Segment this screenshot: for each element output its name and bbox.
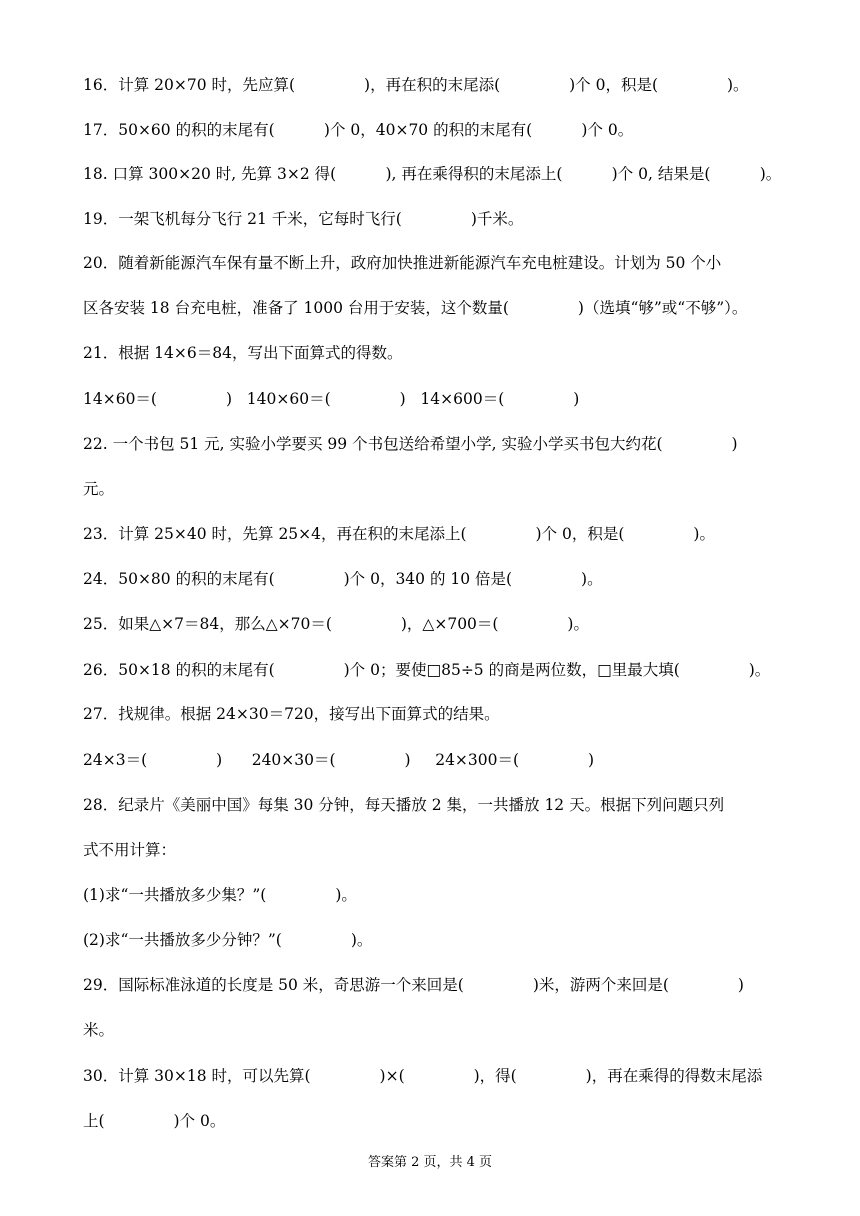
question-17: 17．50×60 的积的末尾有( )个 0，40×70 的积的末尾有( )个 0。 [83,121,634,139]
page-footer: 答案第 2 页，共 4 页 [367,1155,493,1170]
question-29-line-1: 29．国际标准泳道的长度是 50 米，奇思游一个来回是( )米，游两个来回是( ) [83,976,744,994]
question-28-line-2: 式不用计算： [83,841,177,859]
question-25: 25．如果△×7＝84，那么△×70＝( )，△×700＝( )。 [83,615,589,633]
question-30-line-1: 30．计算 30×18 时，可以先算( )×( )，得( )，再在乘得的得数末尾添 [83,1067,763,1085]
question-20-line-2: 区各安装 18 台充电桩，准备了 1000 台用于安装，这个数量( )（选填“够”或“不够”）。 [83,299,748,317]
question-28-line-1: 28．纪录片《美丽中国》每集 30 分钟，每天播放 2 集，一共播放 12 天。根据下列问题只列 [83,796,725,814]
question-22-line-1: 22. 一个书包 51 元, 实验小学要买 99 个书包送给希望小学, 实验小学买书包大约花( ) [83,435,738,453]
question-20-line-1: 20．随着新能源汽车保有量不断上升，政府加快推进新能源汽车充电桩建设。计划为 50 个小 [83,254,722,272]
question-21-blanks: 14×60＝( ) 140×60＝( ) 14×600＝( ) [83,390,580,408]
question-26: 26．50×18 的积的末尾有( )个 0；要使□85÷5 的商是两位数，□里最大填( )。 [83,661,771,679]
question-22-line-2: 元。 [83,480,115,498]
question-23: 23．计算 25×40 时，先算 25×4，再在积的末尾添上( )个 0，积是( )。 [83,525,715,543]
question-29-line-2: 米。 [83,1021,115,1039]
question-30-line-2: 上( )个 0。 [83,1112,226,1130]
question-16: 16．计算 20×70 时，先应算( )，再在积的末尾添( )个 0，积是( )。 [83,76,749,94]
question-24: 24．50×80 的积的末尾有( )个 0，340 的 10 倍是( )。 [83,570,603,588]
question-28-part-2: (2)求“一共播放多少分钟？”( )。 [83,931,373,949]
question-27: 27．找规律。根据 24×30＝720，接写出下面算式的结果。 [83,705,500,723]
question-28-part-1: (1)求“一共播放多少集？”( )。 [83,886,357,904]
question-21: 21．根据 14×6＝84，写出下面算式的得数。 [83,344,403,362]
question-27-blanks: 24×3＝( ) 240×30＝( ) 24×300＝( ) [83,751,595,769]
question-19: 19．一架飞机每分飞行 21 千米，它每时飞行( )千米。 [83,210,524,228]
question-18: 18. 口算 300×20 时, 先算 3×2 得( ), 再在乘得积的末尾添上( )个 0, 结果是( )。 [83,165,782,183]
